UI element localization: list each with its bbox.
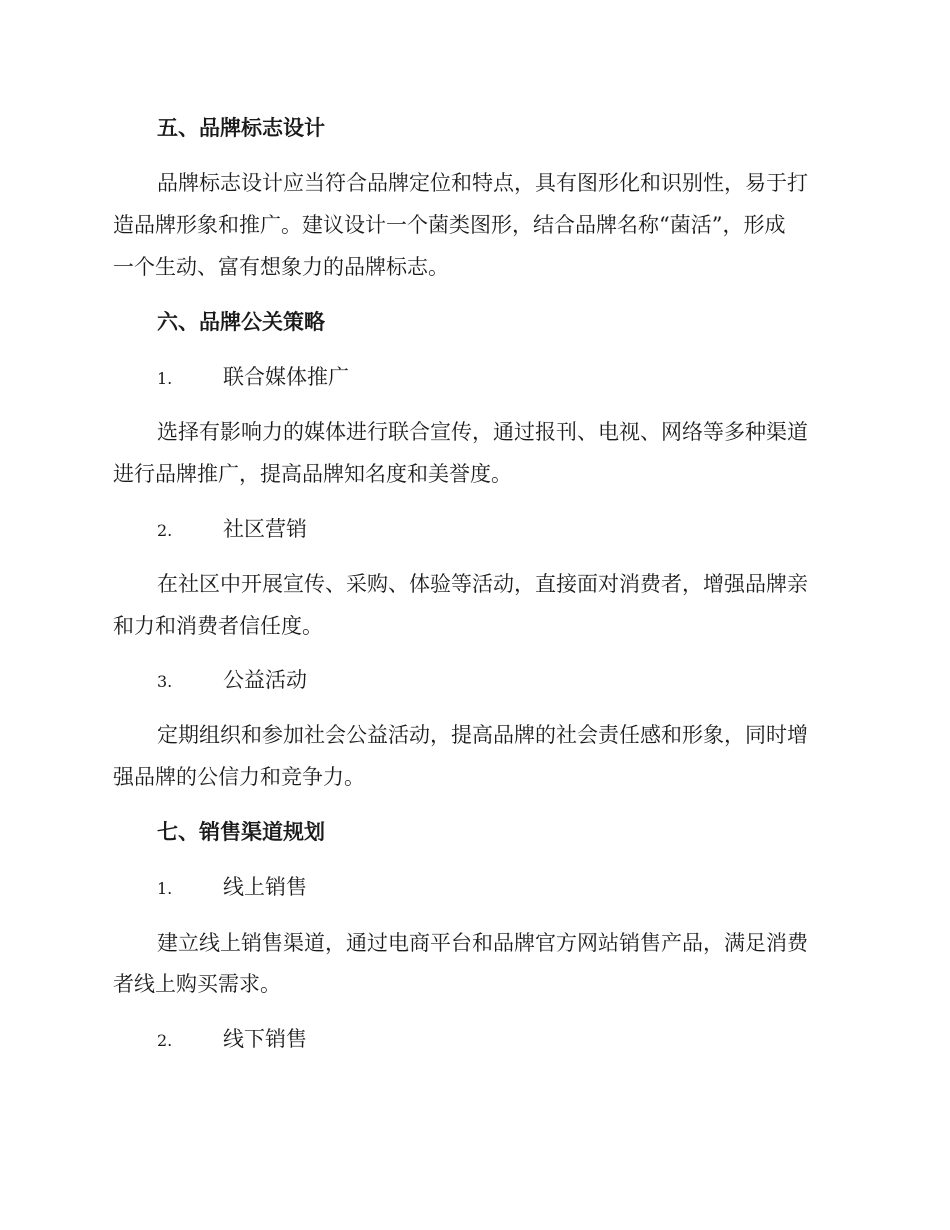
paragraph-line: 造品牌形象和推广。建议设计一个菌类图形，结合品牌名称“菌活”，形成 (113, 213, 786, 237)
paragraph-line: 品牌标志设计应当符合品牌定位和特点，具有图形化和识别性，易于打 (157, 171, 808, 195)
paragraph-line: 定期组织和参加社会公益活动，提高品牌的社会责任感和形象，同时增 (157, 723, 808, 747)
paragraph-line: 一个生动、富有想象力的品牌标志。 (113, 255, 449, 279)
list-number: 3. (157, 672, 173, 691)
list-number: 2. (157, 1031, 173, 1050)
paragraph-line: 强品牌的公信力和竞争力。 (113, 765, 365, 789)
paragraph-line: 在社区中开展宣传、采购、体验等活动，直接面对消费者，增强品牌亲 (157, 572, 808, 596)
list-item (157, 666, 897, 696)
list-title: 联合媒体推广 (223, 365, 349, 389)
list-title: 公益活动 (223, 668, 307, 692)
paragraph-line: 和力和消费者信任度。 (113, 614, 323, 638)
list-number: 1. (157, 369, 173, 388)
list-item (157, 363, 897, 393)
section-heading-5: 五、品牌标志设计 (157, 115, 325, 140)
list-number: 1. (157, 879, 173, 898)
list-title: 线下销售 (223, 1027, 307, 1051)
list-title: 社区营销 (223, 517, 307, 541)
section-heading-6: 六、品牌公关策略 (157, 309, 325, 334)
paragraph-line: 者线上购买需求。 (113, 972, 281, 996)
paragraph-line: 选择有影响力的媒体进行联合宣传，通过报刊、电视、网络等多种渠道 (157, 420, 808, 444)
list-item (157, 873, 897, 903)
section-heading-7: 七、销售渠道规划 (157, 819, 325, 844)
list-number: 2. (157, 521, 173, 540)
list-item (157, 515, 897, 545)
paragraph-line: 建立线上销售渠道，通过电商平台和品牌官方网站销售产品，满足消费 (157, 931, 808, 955)
list-title: 线上销售 (223, 875, 307, 899)
paragraph-line: 进行品牌推广，提高品牌知名度和美誉度。 (113, 462, 512, 486)
list-item (157, 1025, 897, 1055)
